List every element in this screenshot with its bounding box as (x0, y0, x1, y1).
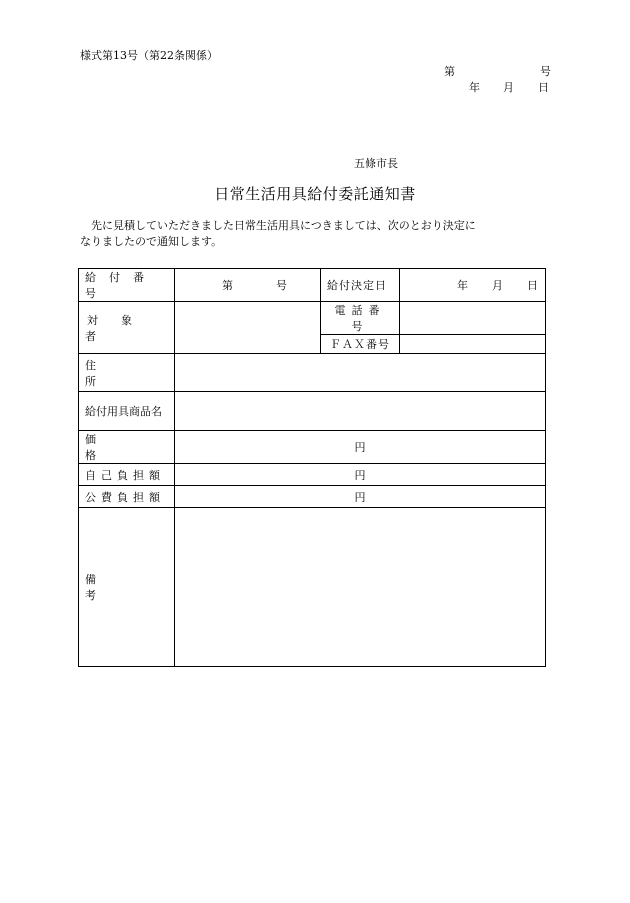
issue-date-line (469, 79, 549, 95)
product-label-cell (79, 392, 175, 431)
benefit-number-label (85, 269, 168, 301)
benefit-no-suffix: 号 (276, 279, 287, 292)
body-text (80, 218, 520, 250)
row-product (79, 392, 546, 431)
row-recipient-phone (79, 302, 546, 335)
row-address (79, 354, 546, 392)
recipient-label: 対象者 (85, 313, 155, 343)
row-price (79, 431, 546, 464)
decision-date-label-cell (321, 269, 400, 302)
issue-date-month: 月 (503, 81, 514, 94)
self-pay-label: 自己負担額 (85, 468, 165, 482)
address-label: 住所 (85, 358, 155, 388)
decision-date-label: 給付決定日 (327, 279, 387, 292)
phone-value-cell[interactable] (400, 302, 546, 335)
doc-no-prefix: 第 (444, 65, 455, 78)
fax-label: ＦＡＸ番号 (330, 338, 390, 351)
decision-date-value-cell (400, 269, 546, 302)
phone-label-cell (321, 302, 400, 335)
decision-date-year: 年 (457, 279, 468, 292)
price-label-cell (79, 431, 175, 464)
benefit-number-value-cell (175, 269, 321, 302)
product-value-cell[interactable] (175, 392, 546, 431)
phone-label: 電話番号 (334, 304, 386, 333)
addressee: 五條市長 (354, 157, 398, 170)
public-pay-value-cell[interactable] (175, 486, 546, 508)
fax-value-cell[interactable] (400, 335, 546, 354)
body-line-2: なりましたので通知します。 (80, 235, 223, 248)
row-remarks (79, 508, 546, 667)
public-pay-label: 公費負担額 (85, 490, 165, 504)
decision-date-month: 月 (492, 279, 503, 292)
remarks-label: 備考 (85, 573, 155, 602)
row-self-pay (79, 464, 546, 486)
body-line-1: 先に見積していただきました日常生活用具につきましては、次のとおり決定に (80, 219, 476, 232)
public-pay-yen: 円 (354, 490, 366, 504)
public-pay-label-cell (79, 486, 175, 508)
address-value-cell[interactable] (175, 354, 546, 392)
fax-label-cell (321, 335, 400, 354)
price-value-cell[interactable] (175, 431, 546, 464)
price-label: 価格 (85, 433, 155, 462)
address-label-cell (79, 354, 175, 392)
row-public-pay (79, 486, 546, 508)
issue-date-year: 年 (469, 81, 480, 94)
product-label: 給付用具商品名 (85, 405, 162, 418)
recipient-label-cell (79, 302, 175, 354)
benefit-no-prefix: 第 (222, 279, 233, 292)
form-number: 様式第13号（第22条関係） (80, 49, 218, 62)
self-pay-label-cell (79, 464, 175, 486)
price-yen: 円 (354, 441, 366, 454)
row-benefit-number (79, 269, 546, 302)
self-pay-value-cell[interactable] (175, 464, 546, 486)
decision-date-day: 日 (527, 279, 538, 292)
benefit-number-label-text: 給付番号 (85, 271, 157, 300)
remarks-value-cell[interactable] (175, 508, 546, 667)
self-pay-yen: 円 (354, 468, 366, 482)
remarks-label-cell (79, 508, 175, 667)
document-title: 日常生活用具給付委託通知書 (214, 185, 416, 203)
issue-date-day: 日 (538, 81, 549, 94)
doc-no-suffix: 号 (540, 65, 551, 78)
notice-table (78, 268, 546, 667)
benefit-number-label-cell (79, 269, 175, 302)
recipient-value-cell[interactable] (175, 302, 321, 354)
